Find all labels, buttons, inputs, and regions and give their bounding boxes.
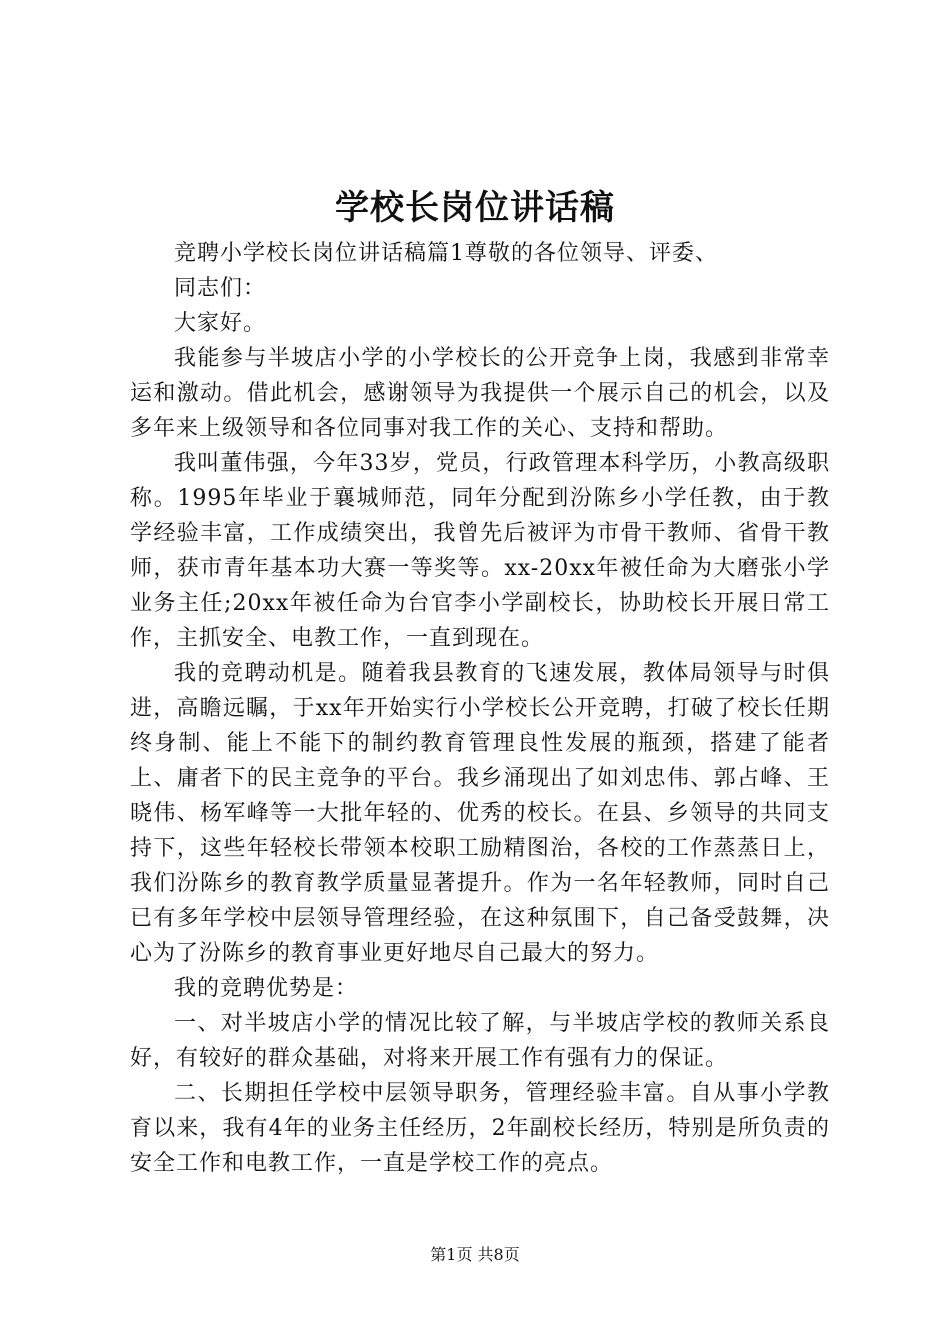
paragraph-advantage-two: 二、长期担任学校中层领导职务，管理经验丰富。自从事小学教育以来，我有4年的业务主任经历，2年副校长经历，特别是所负责的安全工作和电教工作，一直是学校工作的亮点。 [130, 1081, 830, 1176]
document-title: 学校长岗位讲话稿 [335, 188, 615, 228]
paragraph-gratitude: 我能参与半坡店小学的小学校长的公开竞争上岗，我感到非常幸运和激动。借此机会，感谢领导为我提供一个展示自己的机会，以及多年来上级领导和各位同事对我工作的关心、支持和帮助。 [130, 346, 830, 441]
page-footer: 第1页 共8页 [430, 1245, 520, 1264]
paragraph-addressee: 同志们： [174, 276, 267, 301]
paragraph-hello: 大家好。 [174, 311, 267, 336]
paragraph-greeting-line: 竞聘小学校长岗位讲话稿篇1尊敬的各位领导、评委、 [174, 241, 718, 266]
document-body [130, 236, 830, 1181]
paragraph-advantage-one: 一、对半坡店小学的情况比较了解，与半坡店学校的教师关系良好，有较好的群众基础，对将来开展工作有强有力的保证。 [130, 1011, 830, 1071]
paragraph-motivation: 我的竞聘动机是。随着我县教育的飞速发展，教体局领导与时俱进，高瞻远瞩，于xx年开始实行小学校长公开竞聘，打破了校长任期终身制、能上不能下的制约教育管理良性发展的瓶颈，搭建了能者上、庸者下的民主竞争的平台。我乡涌现出了如刘忠伟、郭占峰、王晓伟、杨军峰等一大批年轻的、优秀的校长。在县、乡领导的共同支持下，这些年轻校长带领本校职工励精图治，各校的工作蒸蒸日上，我们汾陈乡的教育教学质量显著提升。作为一名年轻教师，同时自己已有多年学校中层领导管理经验，在这种氛围下，自己备受鼓舞，决心为了汾陈乡的教育事业更好地尽自己最大的努力。 [130, 661, 830, 966]
paragraph-advantages-heading: 我的竞聘优势是： [174, 976, 359, 1001]
paragraph-self-introduction: 我叫董伟强，今年33岁，党员，行政管理本科学历，小教高级职称。1995年毕业于襄城师范，同年分配到汾陈乡小学任教，由于教学经验丰富，工作成绩突出，我曾先后被评为市骨干教师、省骨干教师，获市青年基本功大赛一等奖等。xx-20xx年被任命为大磨张小学业务主任;20xx年被任命为台官李小学副校长，协助校长开展日常工作，主抓安全、电教工作，一直到现在。 [130, 451, 830, 651]
